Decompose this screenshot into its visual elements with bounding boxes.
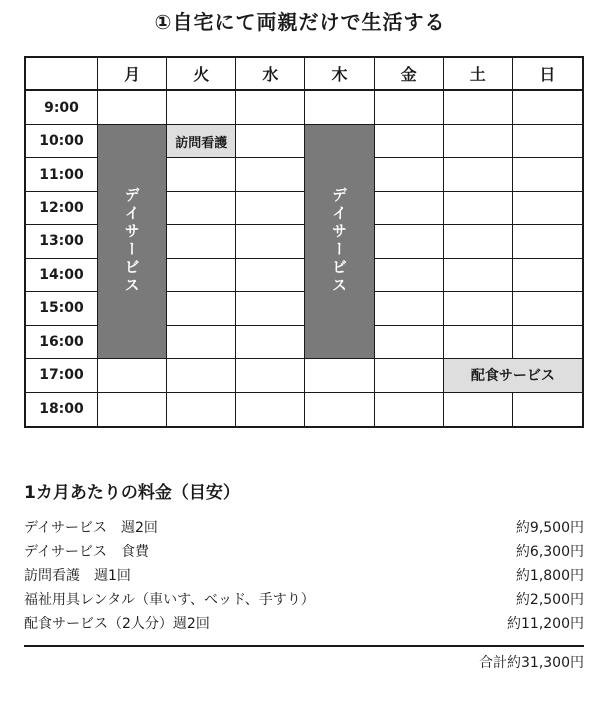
list-item [24, 564, 584, 588]
schedule-cell [236, 125, 305, 158]
schedule-cell [444, 125, 513, 158]
list-item [24, 516, 584, 540]
time-label: 13:00 [26, 225, 98, 258]
schedule-cell [513, 259, 582, 292]
schedule-cell [375, 393, 444, 426]
schedule-cell [236, 225, 305, 258]
time-label: 15:00 [26, 292, 98, 325]
schedule-cell [305, 393, 374, 426]
total-amount: 合計約31,300円 [479, 655, 584, 671]
total-divider [24, 645, 584, 647]
weekly-schedule-table [24, 56, 584, 428]
schedule-cell [444, 292, 513, 325]
schedule-cell [375, 292, 444, 325]
schedule-cell [444, 91, 513, 124]
cost-item-amount: 約11,200円 [507, 616, 584, 632]
schedule-cell [375, 259, 444, 292]
event-label: デイサービス [329, 187, 348, 296]
list-item [24, 540, 584, 564]
schedule-cell [375, 326, 444, 359]
schedule-cell [513, 91, 582, 124]
schedule-cell [444, 393, 513, 426]
event-label: 訪問看護 [175, 135, 228, 151]
schedule-cell [167, 158, 236, 191]
cost-item-amount: 約9,500円 [515, 520, 584, 536]
time-label: 18:00 [26, 393, 98, 426]
schedule-cell [98, 359, 167, 392]
cost-section-title: 1カ月あたりの料金（目安） [24, 483, 240, 503]
schedule-cell [236, 91, 305, 124]
schedule-cell [98, 91, 167, 124]
cost-item-name: 訪問看護 週1回 [24, 568, 131, 584]
time-label: 12:00 [26, 192, 98, 225]
time-label: 11:00 [26, 158, 98, 191]
schedule-cell [513, 125, 582, 158]
schedule-cell [98, 393, 167, 426]
cost-item-amount: 約6,300円 [515, 544, 584, 560]
schedule-cell [444, 192, 513, 225]
schedule-cell [236, 192, 305, 225]
schedule-cell [375, 91, 444, 124]
time-label: 16:00 [26, 326, 98, 359]
schedule-cell [375, 192, 444, 225]
schedule-cell [444, 158, 513, 191]
schedule-cell [167, 292, 236, 325]
day-header-wed: 水 [236, 58, 305, 91]
time-label: 10:00 [26, 125, 98, 158]
schedule-cell [305, 91, 374, 124]
event-day-service-mon [98, 125, 167, 359]
page-title: ①自宅にて両親だけで生活する [154, 10, 446, 34]
cost-item-name: デイサービス 週2回 [24, 520, 158, 536]
day-header-sat: 土 [444, 58, 513, 91]
day-header-mon: 月 [98, 58, 167, 91]
schedule-cell [513, 158, 582, 191]
schedule-cell [375, 359, 444, 392]
time-label: 14:00 [26, 259, 98, 292]
schedule-cell [375, 158, 444, 191]
schedule-cell [513, 393, 582, 426]
cost-item-amount: 約2,500円 [515, 592, 584, 608]
event-label: デイサービス [122, 187, 141, 296]
schedule-cell [513, 192, 582, 225]
schedule-cell [375, 125, 444, 158]
list-item [24, 612, 584, 636]
event-meal-delivery-sat-sun [444, 359, 582, 392]
day-header-fri: 金 [375, 58, 444, 91]
cost-item-name: 福祉用具レンタル（車いす、ベッド、手すり） [24, 592, 315, 608]
day-header-tue: 火 [167, 58, 236, 91]
cost-item-name: デイサービス 食費 [24, 544, 150, 560]
schedule-cell [236, 259, 305, 292]
schedule-cell [444, 225, 513, 258]
schedule-cell [444, 326, 513, 359]
schedule-cell [236, 393, 305, 426]
event-home-nursing-tue [167, 125, 236, 158]
schedule-cell [167, 259, 236, 292]
corner-cell [26, 58, 98, 91]
cost-item-name: 配食サービス（2人分）週2回 [24, 616, 210, 632]
cost-item-amount: 約1,800円 [515, 568, 584, 584]
schedule-cell [305, 359, 374, 392]
cost-list [24, 516, 584, 636]
schedule-cell [236, 158, 305, 191]
day-header-thu: 木 [305, 58, 374, 91]
schedule-cell [167, 225, 236, 258]
schedule-cell [167, 326, 236, 359]
schedule-cell [236, 292, 305, 325]
schedule-cell [513, 292, 582, 325]
schedule-cell [167, 192, 236, 225]
schedule-cell [375, 225, 444, 258]
schedule-cell [167, 393, 236, 426]
event-day-service-thu [305, 125, 374, 359]
schedule-cell [513, 225, 582, 258]
schedule-cell [167, 359, 236, 392]
schedule-cell [236, 326, 305, 359]
schedule-cell [513, 326, 582, 359]
time-label: 17:00 [26, 359, 98, 392]
list-item [24, 588, 584, 612]
day-header-sun: 日 [513, 58, 582, 91]
schedule-cell [236, 359, 305, 392]
time-label: 9:00 [26, 91, 98, 124]
event-label: 配食サービス [470, 368, 555, 385]
schedule-cell [167, 91, 236, 124]
schedule-cell [444, 259, 513, 292]
